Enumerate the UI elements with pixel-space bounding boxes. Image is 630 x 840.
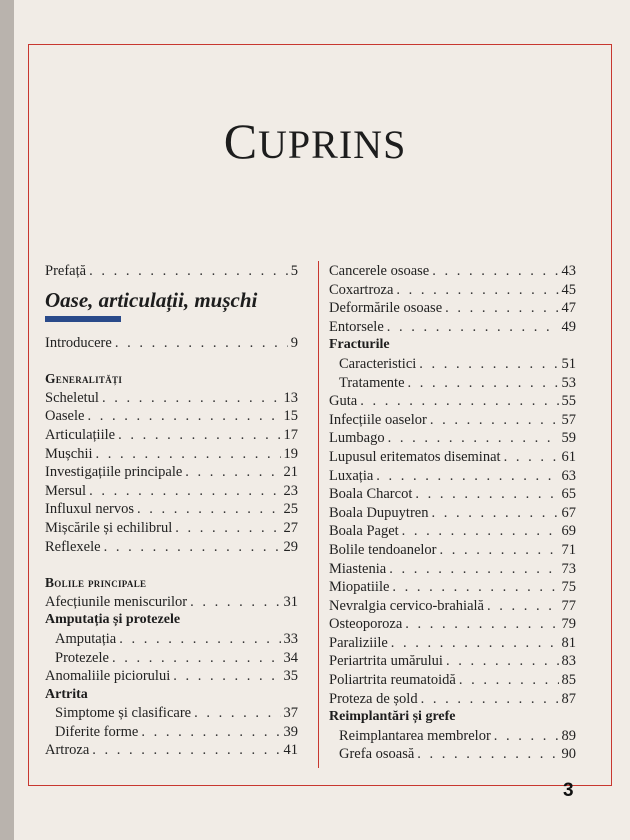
toc-entry[interactable] xyxy=(329,374,576,393)
dot-leader xyxy=(360,392,558,411)
toc-entry-page: 34 xyxy=(283,649,298,666)
toc-subsection-heading: Fracturile xyxy=(329,337,390,353)
dot-leader xyxy=(141,723,280,742)
toc-entry-title: Mișcările și echilibrul xyxy=(45,519,173,536)
dot-leader xyxy=(387,318,559,337)
toc-entry[interactable] xyxy=(329,671,576,690)
toc-entry[interactable] xyxy=(45,426,298,445)
dot-leader xyxy=(504,448,559,467)
dot-leader xyxy=(402,522,559,541)
toc-entry-title: Reflexele xyxy=(45,538,101,555)
dot-leader xyxy=(405,615,558,634)
toc-entry-title: Protezele xyxy=(55,649,109,666)
toc-entry-title: Boala Charcot xyxy=(329,486,413,503)
toc-entry-title: Cancerele osoase xyxy=(329,263,430,279)
dot-leader xyxy=(87,407,280,426)
toc-entry[interactable] xyxy=(45,741,298,760)
toc-entry-title: Influxul nervos xyxy=(45,501,134,518)
toc-entry-title: Boala Paget xyxy=(329,523,399,540)
toc-entry-page: 17 xyxy=(283,426,298,443)
toc-entry-page: 77 xyxy=(561,597,576,614)
toc-entry-page: 90 xyxy=(561,746,576,763)
toc-entry-title: Lupusul eritematos diseminat xyxy=(329,448,501,465)
toc-entry[interactable] xyxy=(329,652,576,671)
toc-entry-title: Tratamente xyxy=(339,374,405,391)
dot-leader xyxy=(376,467,558,486)
dot-leader xyxy=(92,741,280,760)
title-rest: UPRINS xyxy=(258,122,407,167)
toc-entry-title: Mușchii xyxy=(45,445,93,462)
dot-leader xyxy=(432,262,558,281)
toc-entry-title: Diferite forme xyxy=(55,723,139,740)
dot-leader xyxy=(175,519,280,538)
toc-entry[interactable] xyxy=(45,538,298,557)
toc-entry[interactable] xyxy=(329,318,576,337)
toc-entry[interactable] xyxy=(45,519,298,538)
toc-section-heading: Bolile principale xyxy=(45,575,147,591)
toc-entry-page: 83 xyxy=(561,653,576,670)
toc-entry-page: 61 xyxy=(561,448,576,465)
dot-leader xyxy=(96,445,281,464)
dot-leader xyxy=(185,463,280,482)
dot-leader xyxy=(415,485,558,504)
dot-leader xyxy=(431,504,558,523)
toc-entry[interactable] xyxy=(329,578,576,597)
dot-leader xyxy=(89,482,280,501)
toc-entry-title: Investigațiile principale xyxy=(45,464,183,481)
toc-entry-page: 41 xyxy=(283,742,298,759)
page-title xyxy=(0,112,630,170)
toc-entry-title: Osteoporoza xyxy=(329,616,403,633)
toc-subsection-heading: Amputația și protezele xyxy=(45,612,181,628)
toc-entry[interactable] xyxy=(329,597,576,616)
dot-leader xyxy=(419,355,558,374)
toc-entry-title: Oasele xyxy=(45,408,85,425)
toc-entry-page: 9 xyxy=(290,334,298,351)
spacer xyxy=(45,556,298,574)
chapter-heading xyxy=(45,287,298,322)
toc-entry-page: 31 xyxy=(283,593,298,610)
toc-entry[interactable] xyxy=(329,448,576,467)
dot-leader xyxy=(392,578,558,597)
toc-entry[interactable] xyxy=(45,262,298,281)
toc-entry[interactable] xyxy=(45,723,298,742)
toc-entry-page: 69 xyxy=(561,523,576,540)
toc-entry-page: 87 xyxy=(561,690,576,707)
toc-entry-page: 75 xyxy=(561,579,576,596)
toc-entry-page: 73 xyxy=(561,560,576,577)
toc-entry[interactable] xyxy=(329,281,576,300)
toc-entry-title: Coxartroza xyxy=(329,281,394,298)
toc-entry-page: 21 xyxy=(283,464,298,481)
toc-entry-title: Artroza xyxy=(45,742,90,759)
toc-entry[interactable] xyxy=(329,299,576,318)
dot-leader xyxy=(389,560,558,579)
toc-entry[interactable] xyxy=(329,522,576,541)
toc-entry[interactable] xyxy=(45,649,298,668)
toc-entry-page: 47 xyxy=(561,300,576,317)
dot-leader xyxy=(440,541,559,560)
toc-entry-title: Miopatiile xyxy=(329,579,390,596)
toc-entry-page: 81 xyxy=(561,634,576,651)
toc-entry[interactable] xyxy=(45,334,298,353)
toc-entry-page: 35 xyxy=(283,668,298,685)
toc-entry[interactable] xyxy=(329,745,576,764)
spacer xyxy=(45,352,298,370)
toc-entry-title: Entorsele xyxy=(329,318,384,335)
toc-entry-page: 71 xyxy=(561,541,576,558)
toc-entry-title: Mersul xyxy=(45,482,87,499)
toc-entry[interactable] xyxy=(329,485,576,504)
toc-entry[interactable] xyxy=(329,560,576,579)
toc-entry[interactable] xyxy=(45,445,298,464)
dot-leader xyxy=(104,538,281,557)
toc-entry[interactable] xyxy=(329,429,576,448)
toc-entry-title: Grefa osoasă xyxy=(339,746,415,763)
dot-leader xyxy=(112,649,281,668)
toc-entry-page: 85 xyxy=(561,672,576,689)
toc-entry-page: 29 xyxy=(283,538,298,555)
toc-entry[interactable] xyxy=(329,690,576,709)
toc-entry[interactable] xyxy=(329,411,576,430)
toc-entry-title: Scheletul xyxy=(45,389,99,406)
toc-entry[interactable] xyxy=(329,355,576,374)
column-divider xyxy=(318,261,319,768)
toc-entry-title: Paraliziile xyxy=(329,634,388,651)
toc-entry-page: 15 xyxy=(283,408,298,425)
toc-entry-page: 23 xyxy=(283,482,298,499)
toc-entry-title: Guta xyxy=(329,393,358,410)
toc-right-column xyxy=(329,262,576,764)
toc-entry-title: Nevralgia cervico-brahială xyxy=(329,597,484,614)
toc-entry[interactable] xyxy=(45,500,298,519)
toc-entry-title: Amputația xyxy=(55,630,117,647)
dot-leader xyxy=(445,299,558,318)
toc-entry-page: 57 xyxy=(561,411,576,428)
dot-leader xyxy=(408,374,559,393)
toc-entry[interactable] xyxy=(45,407,298,426)
accent-bar xyxy=(45,316,121,322)
toc-entry-page: 27 xyxy=(283,519,298,536)
dot-leader xyxy=(446,652,559,671)
dot-leader xyxy=(494,727,559,746)
toc-entry-page: 67 xyxy=(561,504,576,521)
toc-entry-page: 55 xyxy=(561,393,576,410)
toc-entry-page: 63 xyxy=(561,467,576,484)
toc-entry-title: Caracteristici xyxy=(339,355,417,372)
chapter-heading-text: Oase, articulații, mușchi xyxy=(45,287,258,312)
toc-entry-title: Prefață xyxy=(45,263,87,279)
dot-leader xyxy=(173,667,280,686)
toc-entry-page: 45 xyxy=(561,281,576,298)
toc-entry[interactable] xyxy=(329,504,576,523)
toc-entry[interactable] xyxy=(45,667,298,686)
toc-entry[interactable] xyxy=(45,389,298,408)
toc-entry-page: 51 xyxy=(561,355,576,372)
toc-entry-page: 65 xyxy=(561,486,576,503)
toc-entry-title: Lumbago xyxy=(329,430,385,447)
toc-entry-title: Bolile tendoanelor xyxy=(329,541,437,558)
toc-entry[interactable] xyxy=(329,541,576,560)
title-initial: C xyxy=(223,113,259,169)
toc-entry-page: 59 xyxy=(561,430,576,447)
toc-entry-page: 43 xyxy=(561,263,576,279)
toc-entry[interactable] xyxy=(45,482,298,501)
toc-entry[interactable] xyxy=(329,634,576,653)
toc-entry[interactable] xyxy=(329,392,576,411)
toc-entry-title: Articulațiile xyxy=(45,426,116,443)
dot-leader xyxy=(89,262,288,281)
toc-entry[interactable] xyxy=(45,630,298,649)
dot-leader xyxy=(417,745,558,764)
toc-entry[interactable] xyxy=(45,593,298,612)
dot-leader xyxy=(190,593,280,612)
toc-entry-title: Proteza de șold xyxy=(329,690,418,707)
toc-entry-title: Afecțiunile meniscurilor xyxy=(45,593,188,610)
toc-entry[interactable] xyxy=(329,262,576,281)
dot-leader xyxy=(391,634,559,653)
toc-entry-page: 13 xyxy=(283,389,298,406)
toc-entry-title: Poliartrita reumatoidă xyxy=(329,672,456,689)
dot-leader xyxy=(119,630,280,649)
toc-entry-page: 25 xyxy=(283,501,298,518)
dot-leader xyxy=(102,389,281,408)
dot-leader xyxy=(137,500,281,519)
toc-subsection-heading: Reimplantări și grefe xyxy=(329,709,456,725)
toc-entry-title: Periartrita umărului xyxy=(329,653,443,670)
dot-leader xyxy=(194,704,280,723)
toc-entry-title: Boala Dupuytren xyxy=(329,504,429,521)
toc-entry-page: 33 xyxy=(283,630,298,647)
toc-entry[interactable] xyxy=(45,704,298,723)
toc-entry-page: 19 xyxy=(283,445,298,462)
page-number: 3 xyxy=(563,780,574,801)
dot-leader xyxy=(487,597,559,616)
toc-entry-page: 53 xyxy=(561,374,576,391)
dot-leader xyxy=(430,411,559,430)
toc-entry-page: 89 xyxy=(561,727,576,744)
toc-left-column xyxy=(45,262,298,760)
dot-leader xyxy=(118,426,280,445)
toc-entry-title: Luxația xyxy=(329,467,374,484)
toc-entry-title: Miastenia xyxy=(329,560,387,577)
toc-entry-title: Simptome și clasificare xyxy=(55,705,192,722)
toc-entry[interactable] xyxy=(329,467,576,486)
toc-entry-title: Reimplantarea membrelor xyxy=(339,727,491,744)
toc-entry[interactable] xyxy=(329,615,576,634)
toc-entry[interactable] xyxy=(45,463,298,482)
toc-entry-page: 39 xyxy=(283,723,298,740)
toc-entry-page: 37 xyxy=(283,705,298,722)
toc-entry-title: Anomaliile piciorului xyxy=(45,668,171,685)
toc-entry-page: 5 xyxy=(290,263,298,279)
dot-leader xyxy=(459,671,559,690)
dot-leader xyxy=(421,690,559,709)
toc-subsection-heading: Artrita xyxy=(45,686,88,702)
toc-entry-page: 79 xyxy=(561,616,576,633)
toc-entry[interactable] xyxy=(329,727,576,746)
toc-entry-title: Infecțiile oaselor xyxy=(329,411,427,428)
dot-leader xyxy=(396,281,558,300)
dot-leader xyxy=(388,429,559,448)
toc-entry-title: Deformările osoase xyxy=(329,300,443,317)
toc-entry-page: 49 xyxy=(561,318,576,335)
dot-leader xyxy=(115,334,288,353)
toc-section-heading: Generalități xyxy=(45,371,123,387)
toc-entry-title: Introducere xyxy=(45,334,112,351)
